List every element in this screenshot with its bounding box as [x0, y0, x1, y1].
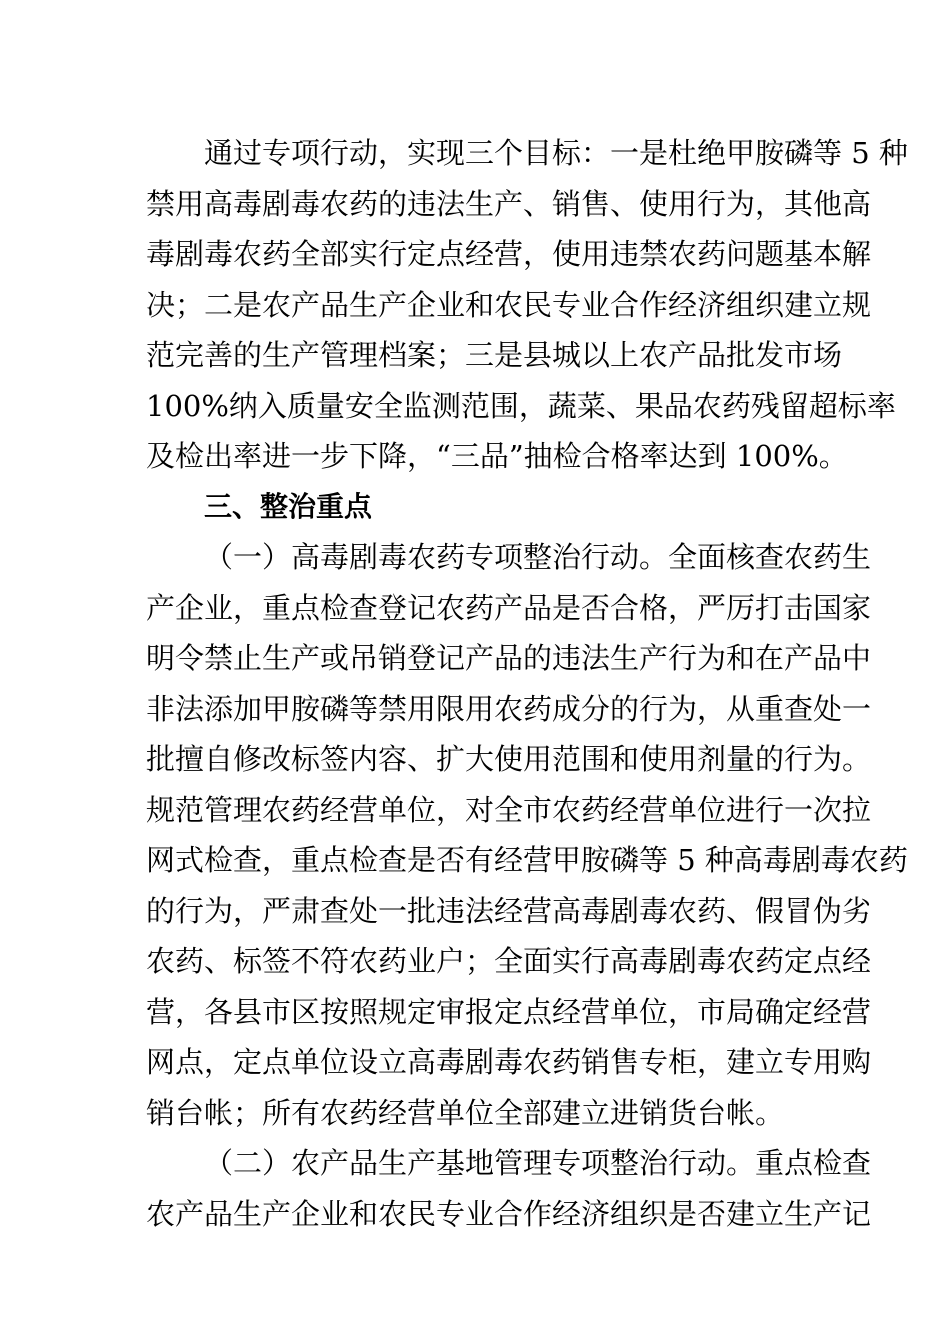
text-line: 销台帐；所有农药经营单位全部建立进销货台帐。 [146, 1095, 785, 1130]
text-line: 批擅自修改标签内容、扩大使用范围和使用剂量的行为。 [146, 742, 872, 776]
text-line: 的行为，严肃查处一批违法经营高毒剧毒农药、假冒伪劣 [146, 893, 872, 928]
text-line: 产企业，重点检查登记农药产品是否合格，严厉打击国家 [146, 590, 872, 625]
text-line: 规范管理农药经营单位，对全市农药经营单位进行一次拉 [146, 792, 872, 827]
text-line: 网式检查，重点检查是否有经营甲胺磷等 5 种高毒剧毒农药 [146, 843, 908, 877]
section-heading: 三、整治重点 [204, 489, 373, 523]
text-line: 明令禁止生产或吊销登记产品的违法生产行为和在产品中 [146, 641, 872, 675]
text-line: 非法添加甲胺磷等禁用限用农药成分的行为，从重查处一 [146, 691, 872, 726]
paragraph-pesticide-action [146, 532, 908, 1138]
text-line: 农产品生产企业和农民专业合作经济组织是否建立生产记 [146, 1196, 872, 1231]
text-line: 通过专项行动，实现三个目标：一是杜绝甲胺磷等 5 种 [204, 136, 908, 170]
document-body [146, 128, 908, 1239]
text-line: （一）高毒剧毒农药专项整治行动。全面核查农药生 [204, 540, 872, 574]
paragraph-production-base [146, 1138, 872, 1239]
text-line: 网点，定点单位设立高毒剧毒农药销售专柜，建立专用购 [146, 1045, 872, 1079]
text-line: （二）农产品生产基地管理专项整治行动。重点检查 [204, 1146, 872, 1180]
text-line: 农药、标签不符农药业户；全面实行高毒剧毒农药定点经 [146, 944, 872, 978]
text-line: 决；二是农产品生产企业和农民专业合作经济组织建立规 [146, 287, 872, 322]
text-line: 毒剧毒农药全部实行定点经营，使用违禁农药问题基本解 [146, 237, 872, 271]
text-line: 100%纳入质量安全监测范围，蔬菜、果品农药残留超标率 [146, 388, 896, 423]
text-line: 范完善的生产管理档案；三是县城以上农产品批发市场 [146, 338, 843, 372]
text-line: 禁用高毒剧毒农药的违法生产、销售、使用行为，其他高 [146, 186, 872, 221]
paragraph-goals [146, 128, 908, 482]
text-line: 及检出率进一步下降，“三品”抽检合格率达到 100%。 [146, 439, 848, 473]
text-line: 营，各县市区按照规定审报定点经营单位，市局确定经营 [146, 994, 872, 1029]
